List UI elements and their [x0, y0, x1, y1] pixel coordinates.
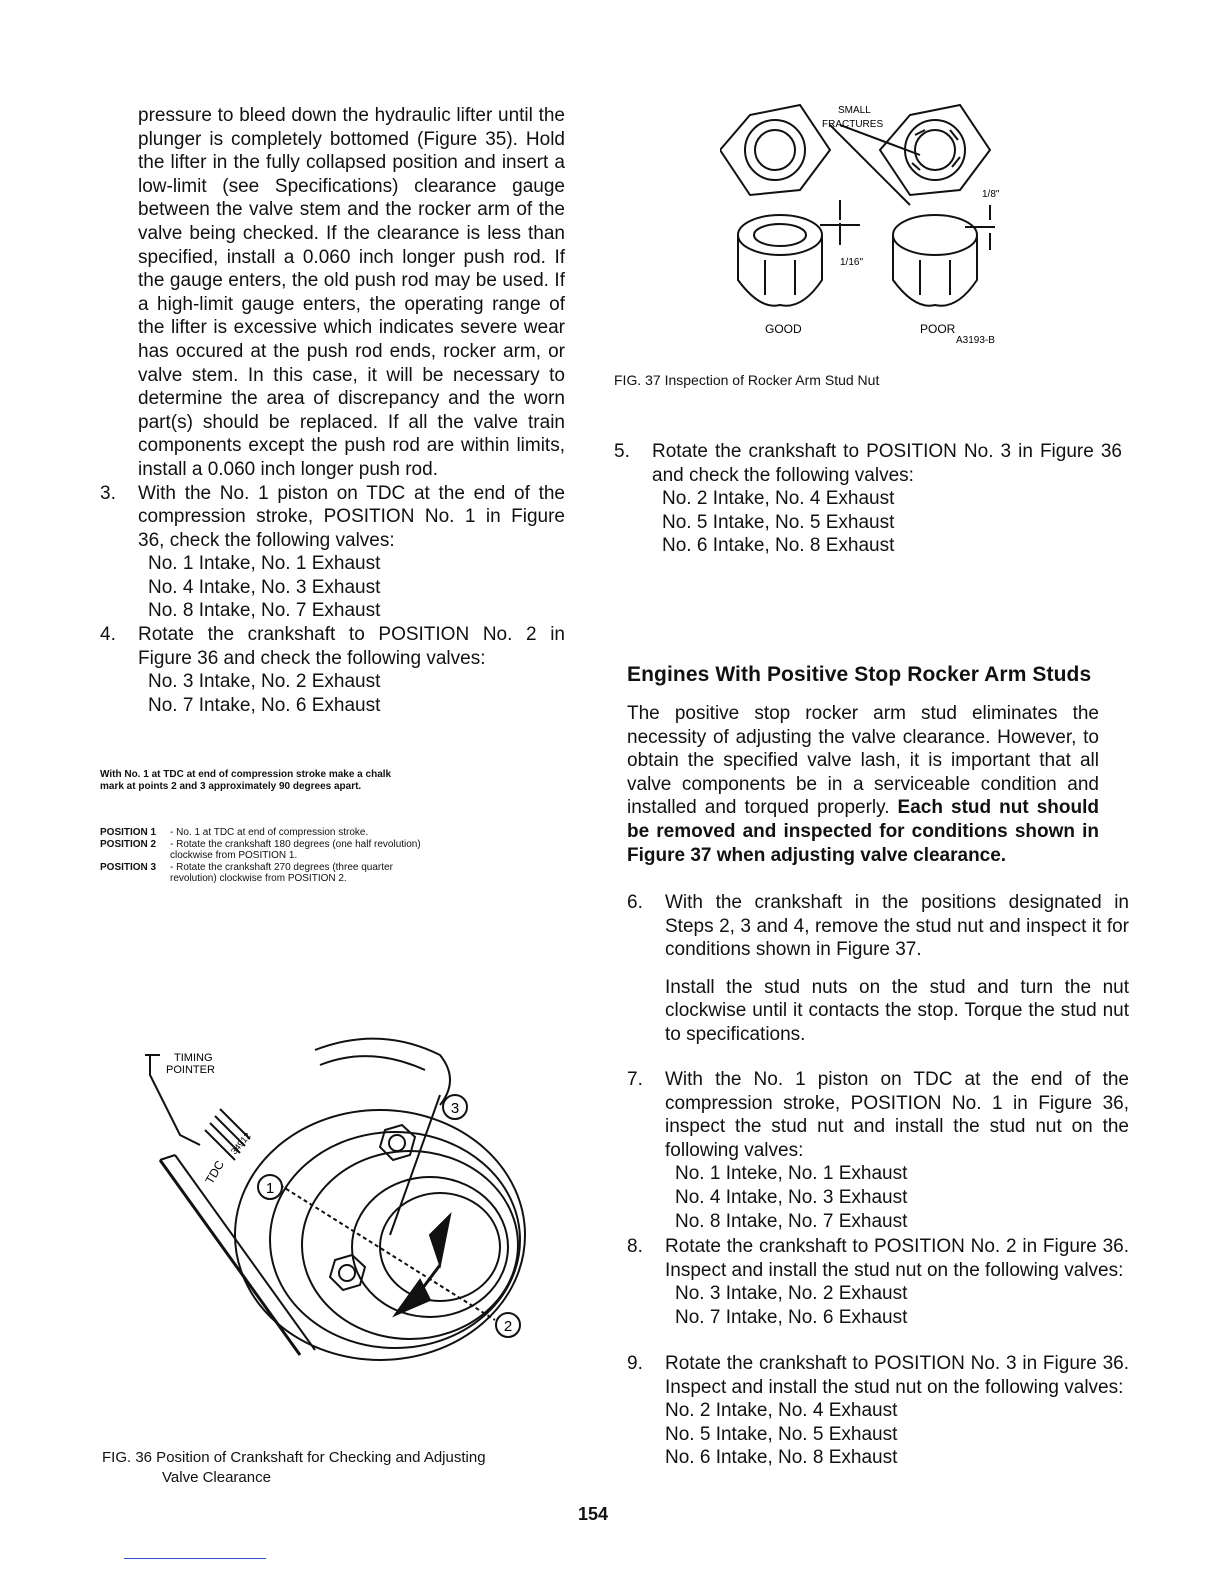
step-followup: Install the stud nuts on the stud and turn the nut clockwise until it contacts the stop. Torque the stud nut to specifications.	[665, 976, 1129, 1045]
step-number: 7.	[627, 1069, 643, 1090]
step-number: 9.	[627, 1353, 643, 1374]
step-4	[100, 623, 565, 717]
valve-list	[665, 1282, 1129, 1329]
good-nut-top	[720, 105, 830, 195]
hub-ring	[352, 1177, 508, 1317]
valve-item: No. 5 Intake, No. 5 Exhaust	[665, 1423, 898, 1445]
poor-nut-top	[880, 105, 990, 195]
timing-pointer-label-line1: TIMING	[174, 1052, 213, 1064]
valve-item: No. 6 Intake, No. 8 Exhaust	[665, 1447, 898, 1469]
step-text: With the crankshaft in the positions designated in Steps 2, 3 and 4, remove the stud nut and inspect it for conditions shown in Figure 37.	[665, 892, 1129, 961]
figure37-stud-nut-illustration	[720, 95, 1020, 350]
position-key: POSITION 2	[100, 838, 157, 850]
step-number: 3.	[100, 482, 116, 504]
section-paragraph	[627, 702, 1099, 867]
timing-pointer-label-line2: POINTER	[166, 1064, 215, 1076]
poor-nut-side	[893, 235, 977, 306]
valve-item: No. 8 Intake, No. 7 Exhaust	[148, 600, 381, 622]
section-heading: Engines With Positive Stop Rocker Arm Studs	[627, 663, 1092, 686]
section-paragraph-bold: Each stud nut should be removed and inspected for conditions shown in Figure 37 when adjusting valve clearance.	[627, 797, 1100, 866]
valve-list	[665, 1399, 1129, 1470]
figure36-caption-line1: FIG. 36 Position of Crankshaft for Checking and Adjusting	[102, 1449, 486, 1466]
valve-item: No. 2 Intake, No. 4 Exhaust	[665, 1400, 898, 1422]
figure36-crankshaft-illustration	[140, 1035, 540, 1375]
small-fractures-label-line1: SMALL	[838, 105, 871, 116]
poor-label: POOR	[920, 322, 956, 336]
position-key: POSITION 1	[100, 827, 157, 839]
position-row	[100, 839, 430, 862]
step-7	[627, 1068, 1129, 1233]
step-5	[614, 440, 1122, 558]
step-text: Rotate the crankshaft to POSITION No. 3 in Figure 36 and check the following valves:	[652, 441, 1122, 486]
valve-item: No. 6 Intake, No. 8 Exhaust	[662, 535, 895, 557]
figure-code-label: A3193-B	[956, 335, 995, 346]
valve-item: No. 1 Inteke, No. 1 Exhaust	[675, 1163, 908, 1185]
valve-item: No. 7 Intake, No. 6 Exhaust	[148, 694, 381, 716]
figure37-caption: FIG. 37 Inspection of Rocker Arm Stud Nut	[614, 372, 880, 388]
step-number: 8.	[627, 1236, 643, 1257]
section-paragraph-plain: The positive stop rocker arm stud eliminates the necessity of adjusting the valve clearance. However, to obtain the specified valve lash, it is important that all valve components be in a serviceable condition and installed and torqued properly.	[627, 703, 1099, 819]
step-text: With the No. 1 piston on TDC at the end of the compression stroke, POSITION No. 1 in Figure 36, inspect the stud nut and install the stud nut on the following valves:	[665, 1069, 1129, 1161]
step-number: 4.	[100, 624, 116, 646]
valve-item: No. 7 Intake, No. 6 Exhaust	[675, 1306, 908, 1328]
valve-item: No. 1 Intake, No. 1 Exhaust	[148, 553, 381, 575]
position-row	[100, 827, 430, 839]
valve-list	[138, 670, 565, 717]
left-column	[100, 104, 565, 885]
figure36-note: With No. 1 at TDC at end of compression stroke make a chalk mark at points 2 and 3 approximately 90 degrees apart.	[100, 769, 392, 793]
page-number: 154	[578, 1504, 609, 1524]
valve-item: No. 2 Intake, No. 4 Exhaust	[662, 488, 895, 510]
footer-rule	[124, 1558, 266, 1559]
step-number: 6.	[627, 892, 643, 913]
one-eighth-label: 1/8"	[982, 189, 1000, 200]
valve-list	[652, 487, 1122, 558]
valve-list	[665, 1162, 1129, 1233]
step-3	[100, 482, 565, 624]
good-label: GOOD	[765, 322, 802, 336]
step-text: With the No. 1 piston on TDC at the end of the compression stroke, POSITION No. 1 in Figure 36, check the following valves:	[138, 482, 565, 551]
position-text: - Rotate the crankshaft 270 degrees (three quarter revolution) clockwise from POSITION 2.	[170, 861, 393, 885]
tdc-label: TDC	[202, 1158, 227, 1187]
step-text: Rotate the crankshaft to POSITION No. 2 in Figure 36 and check the following valves:	[138, 624, 565, 669]
figure36-caption	[102, 1448, 572, 1488]
one-sixteenth-label: 1/16"	[840, 257, 864, 268]
valve-item: No. 5 Intake, No. 5 Exhaust	[662, 511, 895, 533]
valve-list	[138, 552, 565, 623]
position-text: - No. 1 at TDC at end of compression stroke.	[170, 827, 369, 839]
small-fractures-label-line2: FRACTURES	[822, 119, 884, 130]
point-3-label: 3	[450, 1100, 460, 1117]
step-text: Rotate the crankshaft to POSITION No. 3 in Figure 36. Inspect and install the stud nut on the following valves:	[665, 1353, 1129, 1398]
valve-item: No. 4 Intake, No. 3 Exhaust	[675, 1186, 908, 1208]
position-text: - Rotate the crankshaft 180 degrees (one half revolution) clockwise from POSITION 1.	[170, 838, 421, 862]
valve-item: No. 4 Intake, No. 3 Exhaust	[148, 576, 381, 598]
valve-item: No. 3 Intake, No. 2 Exhaust	[675, 1283, 908, 1305]
point-2-label: 2	[503, 1318, 513, 1335]
step-6	[627, 891, 1129, 1047]
step-8	[627, 1235, 1129, 1329]
degree-marks-label: 34912	[228, 1130, 253, 1157]
position-key: POSITION 3	[100, 861, 157, 873]
step-text: Rotate the crankshaft to POSITION No. 2 in Figure 36. Inspect and install the stud nut on the following valves:	[665, 1236, 1129, 1281]
valve-item: No. 8 Intake, No. 7 Exhaust	[675, 1210, 908, 1232]
intro-paragraph: pressure to bleed down the hydraulic lifter until the plunger is completely bottomed (Figure 35). Hold the lifter in the fully collapsed position and insert a low-limit (see Specifications) clearance gauge between the valve stem and the rocker arm of the valve being checked. If the clearance is less than specified, install a 0.060 inch longer push rod. If the gauge enters, the old push rod may be used. If a high-limit gauge enters, the operating range of the lifter is excessive which indicates severe wear has occured at the push rod ends, rocker arm, or valve stem. In this case, it will be necessary to determine the area of discrepancy and the worn part(s) should be replaced. If all the valve train components except the push rod are within limits, install a 0.060 inch longer push rod.	[138, 105, 565, 480]
valve-item: No. 3 Intake, No. 2 Exhaust	[148, 671, 381, 693]
position-row	[100, 862, 430, 885]
figure36-caption-line2: Valve Clearance	[162, 1469, 271, 1486]
point-1-label: 1	[265, 1180, 275, 1197]
step-number: 5.	[614, 441, 630, 462]
position-legend	[100, 827, 430, 885]
step-9	[627, 1352, 1129, 1470]
